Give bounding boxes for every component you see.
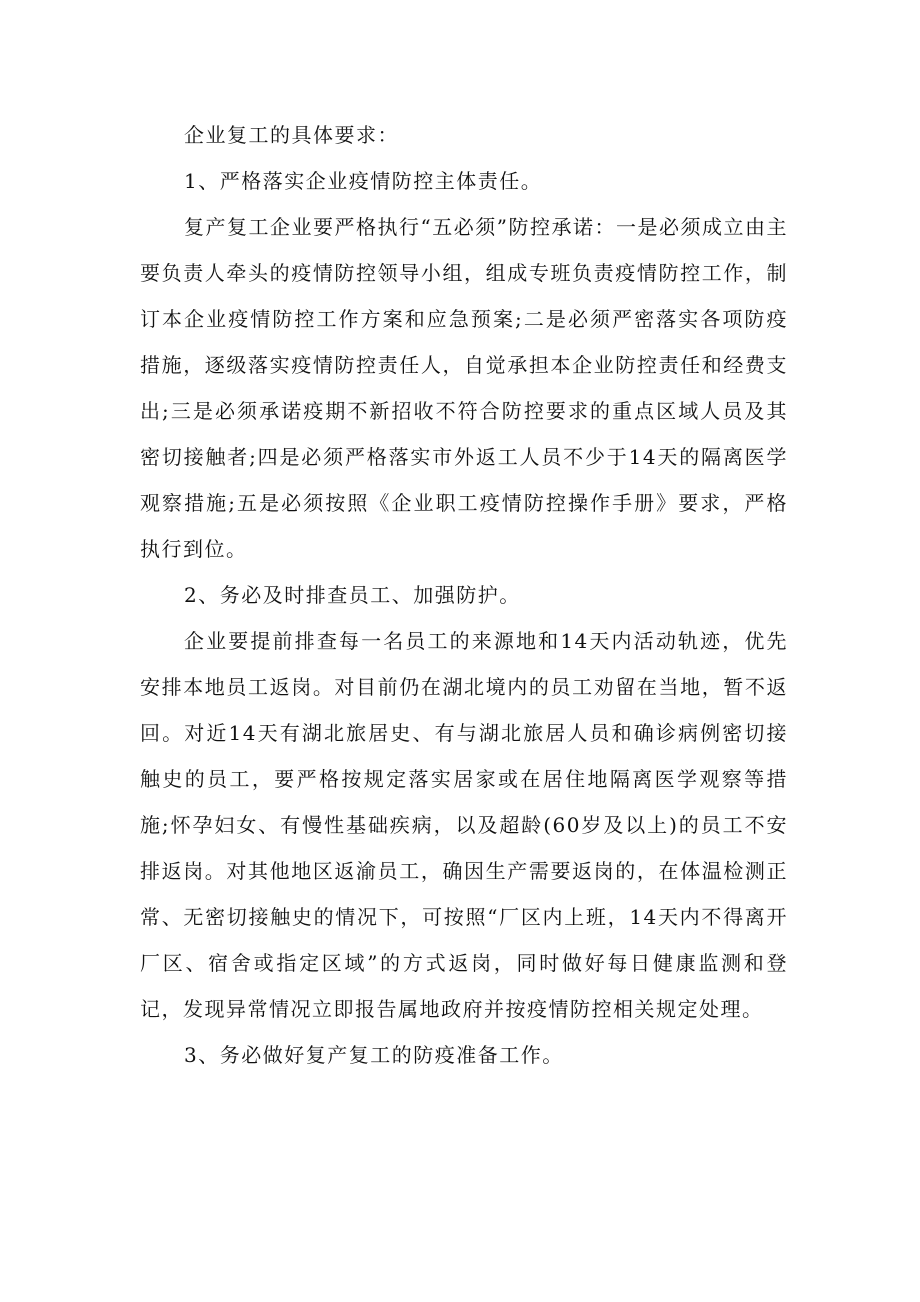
section-1-heading: 1、严格落实企业疫情防控主体责任。 <box>184 169 543 193</box>
intro-line: 企业复工的具体要求： <box>184 123 399 147</box>
section-2-heading: 2、务必及时排查员工、加强防护。 <box>184 583 521 607</box>
document-body <box>140 112 788 1078</box>
section-1-paragraph: 复产复工企业要严格执行“五必须”防控承诺：一是必须成立由主要负责人牵头的疫情防控领导小组，组成专班负责疫情防控工作，制订本企业疫情防控工作方案和应急预案;二是必须严密落实各项防疫措施，逐级落实疫情防控责任人，自觉承担本企业防控责任和经费支出;三是必须承诺疫期不新招收不符合防控要求的重点区域人员及其密切接触者;四是必须严格落实市外返工人员不少于14天的隔离医学观察措施;五是必须按照《企业职工疫情防控操作手册》要求，严格执行到位。 <box>140 215 788 561</box>
section-2-paragraph: 企业要提前排查每一名员工的来源地和14天内活动轨迹，优先安排本地员工返岗。对目前仍在湖北境内的员工劝留在当地，暂不返回。对近14天有湖北旅居史、有与湖北旅居人员和确诊病例密切接触史的员工，要严格按规定落实居家或在居住地隔离医学观察等措施;怀孕妇女、有慢性基础疾病，以及超龄(60岁及以上)的员工不安排返岗。对其他地区返渝员工，确因生产需要返岗的，在体温检测正常、无密切接触史的情况下，可按照“厂区内上班，14天内不得离开厂区、宿舍或指定区域”的方式返岗，同时做好每日健康监测和登记，发现异常情况立即报告属地政府并按疫情防控相关规定处理。 <box>140 629 788 1021</box>
section-3-heading: 3、务必做好复产复工的防疫准备工作。 <box>184 1043 564 1067</box>
